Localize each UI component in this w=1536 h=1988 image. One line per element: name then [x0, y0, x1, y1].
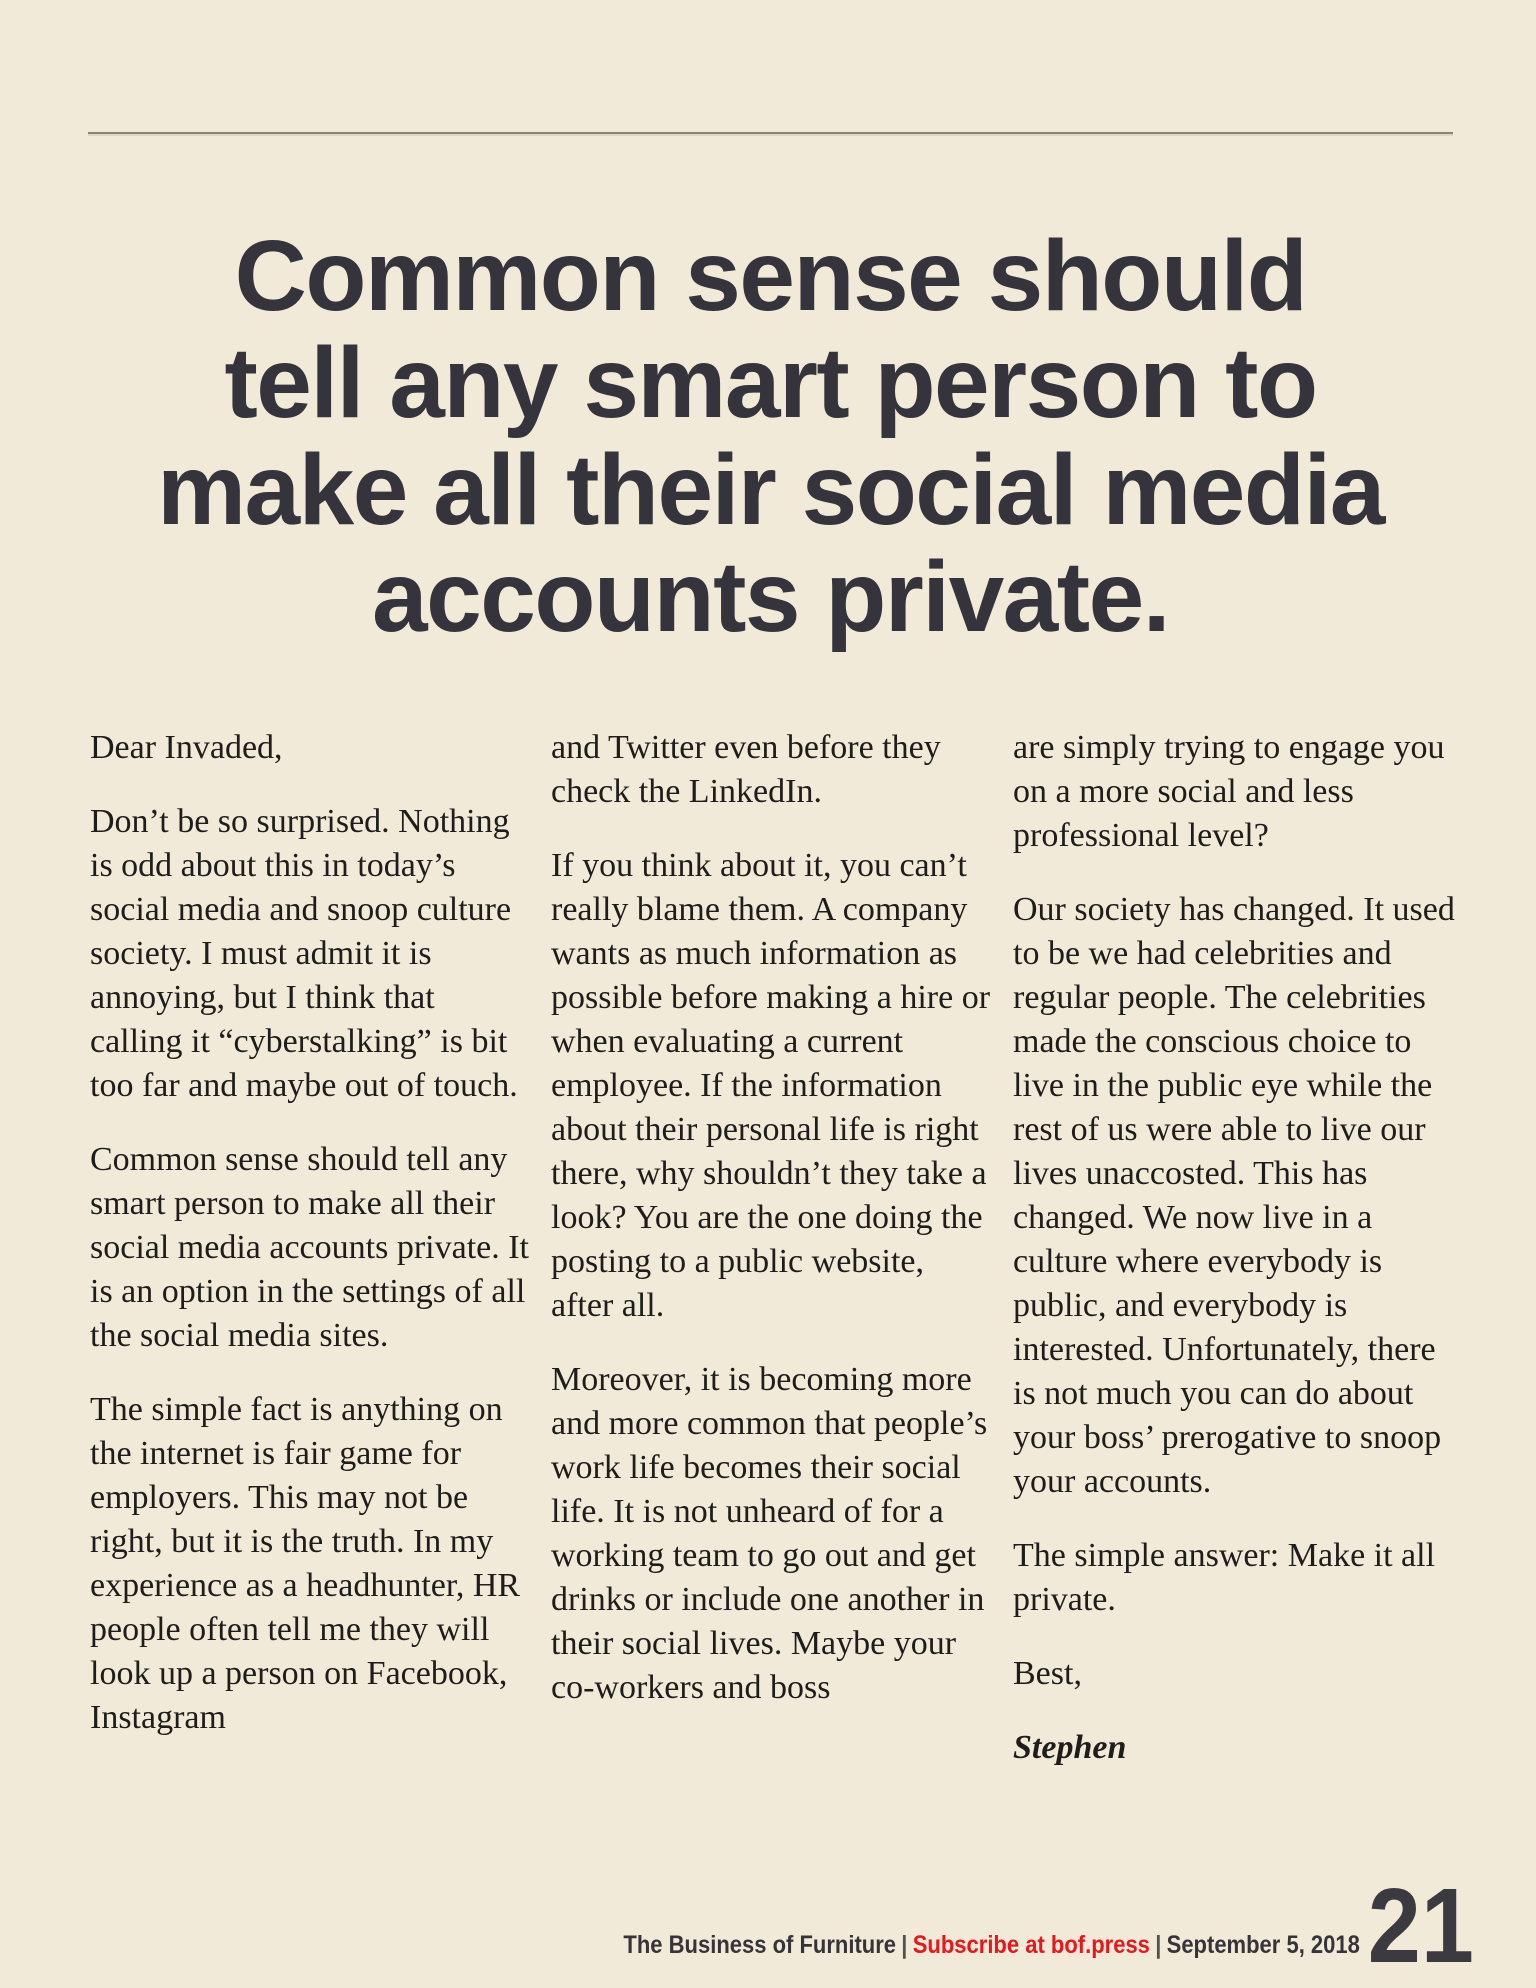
issue-date: September 5, 2018: [1166, 1931, 1360, 1959]
paragraph: Moreover, it is becoming more and more common that people’s work life becomes their social life. It is not unheard of for a working team to go out and get drinks or include one another in their social lives. Maybe your co-workers and boss: [551, 1361, 988, 1706]
signature: Stephen: [1013, 1729, 1127, 1766]
top-rule: [88, 132, 1453, 136]
paragraph: are simply trying to engage you on a more social and less professional level?: [1013, 729, 1445, 854]
footer: [624, 1931, 1360, 1960]
paragraph: The simple answer: Make it all private.: [1013, 1537, 1436, 1618]
paragraph: Don’t be so surprised. Nothing is odd about this in today’s social media and snoop culture society. I must admit it is annoying, but I think that calling it “cyberstalking” is bit too far and maybe out of touch.: [90, 803, 518, 1104]
headline-line-2: tell any smart person to: [224, 327, 1317, 439]
paragraph: The simple fact is anything on the internet is fair game for employers. This may not be right, but it is the truth. In my experience as a headhunter, HR people often tell me they will look up a person on Facebook, Instagram: [90, 1391, 521, 1736]
publication-name: The Business of Furniture: [623, 1931, 897, 1959]
article-column-3: [1013, 726, 1458, 1800]
paragraph: and Twitter even before they check the LinkedIn.: [551, 729, 941, 810]
subscribe-link[interactable]: Subscribe at bof.press: [912, 1931, 1151, 1959]
closing: Best,: [1013, 1655, 1082, 1692]
article-column-2: [551, 726, 991, 1740]
paragraph: If you think about it, you can’t really blame them. A company wants as much information as possible before making a hire or when evaluating a current employee. If the information about their personal life is right there, why shouldn’t they take a look? You are the one doing the posting to a public website, after all.: [551, 847, 991, 1324]
footer-separator: |: [1155, 1931, 1162, 1959]
headline-line-4: accounts private.: [371, 541, 1169, 653]
headline-line-3: make all their social media: [157, 434, 1384, 546]
article-column-1: [90, 726, 530, 1770]
headline-line-1: Common sense should: [234, 220, 1307, 332]
footer-separator: |: [901, 1931, 908, 1959]
headline: [88, 220, 1453, 653]
salutation: Dear Invaded,: [90, 729, 283, 766]
paragraph: Our society has changed. It used to be we had celebrities and regular people. The celebrities made the conscious choice to live in the public eye while the rest of us were able to live our lives unaccosted. This has changed. We now live in a culture where everybody is public, and everybody is interested. Unfortunately, there is not much you can do about your boss’ prerogative to snoop your accounts.: [1013, 891, 1455, 1500]
paragraph: Common sense should tell any smart person to make all their social media accounts private. It is an option in the settings of all the social media sites.: [90, 1141, 529, 1354]
page-number: 21: [1367, 1867, 1474, 1986]
